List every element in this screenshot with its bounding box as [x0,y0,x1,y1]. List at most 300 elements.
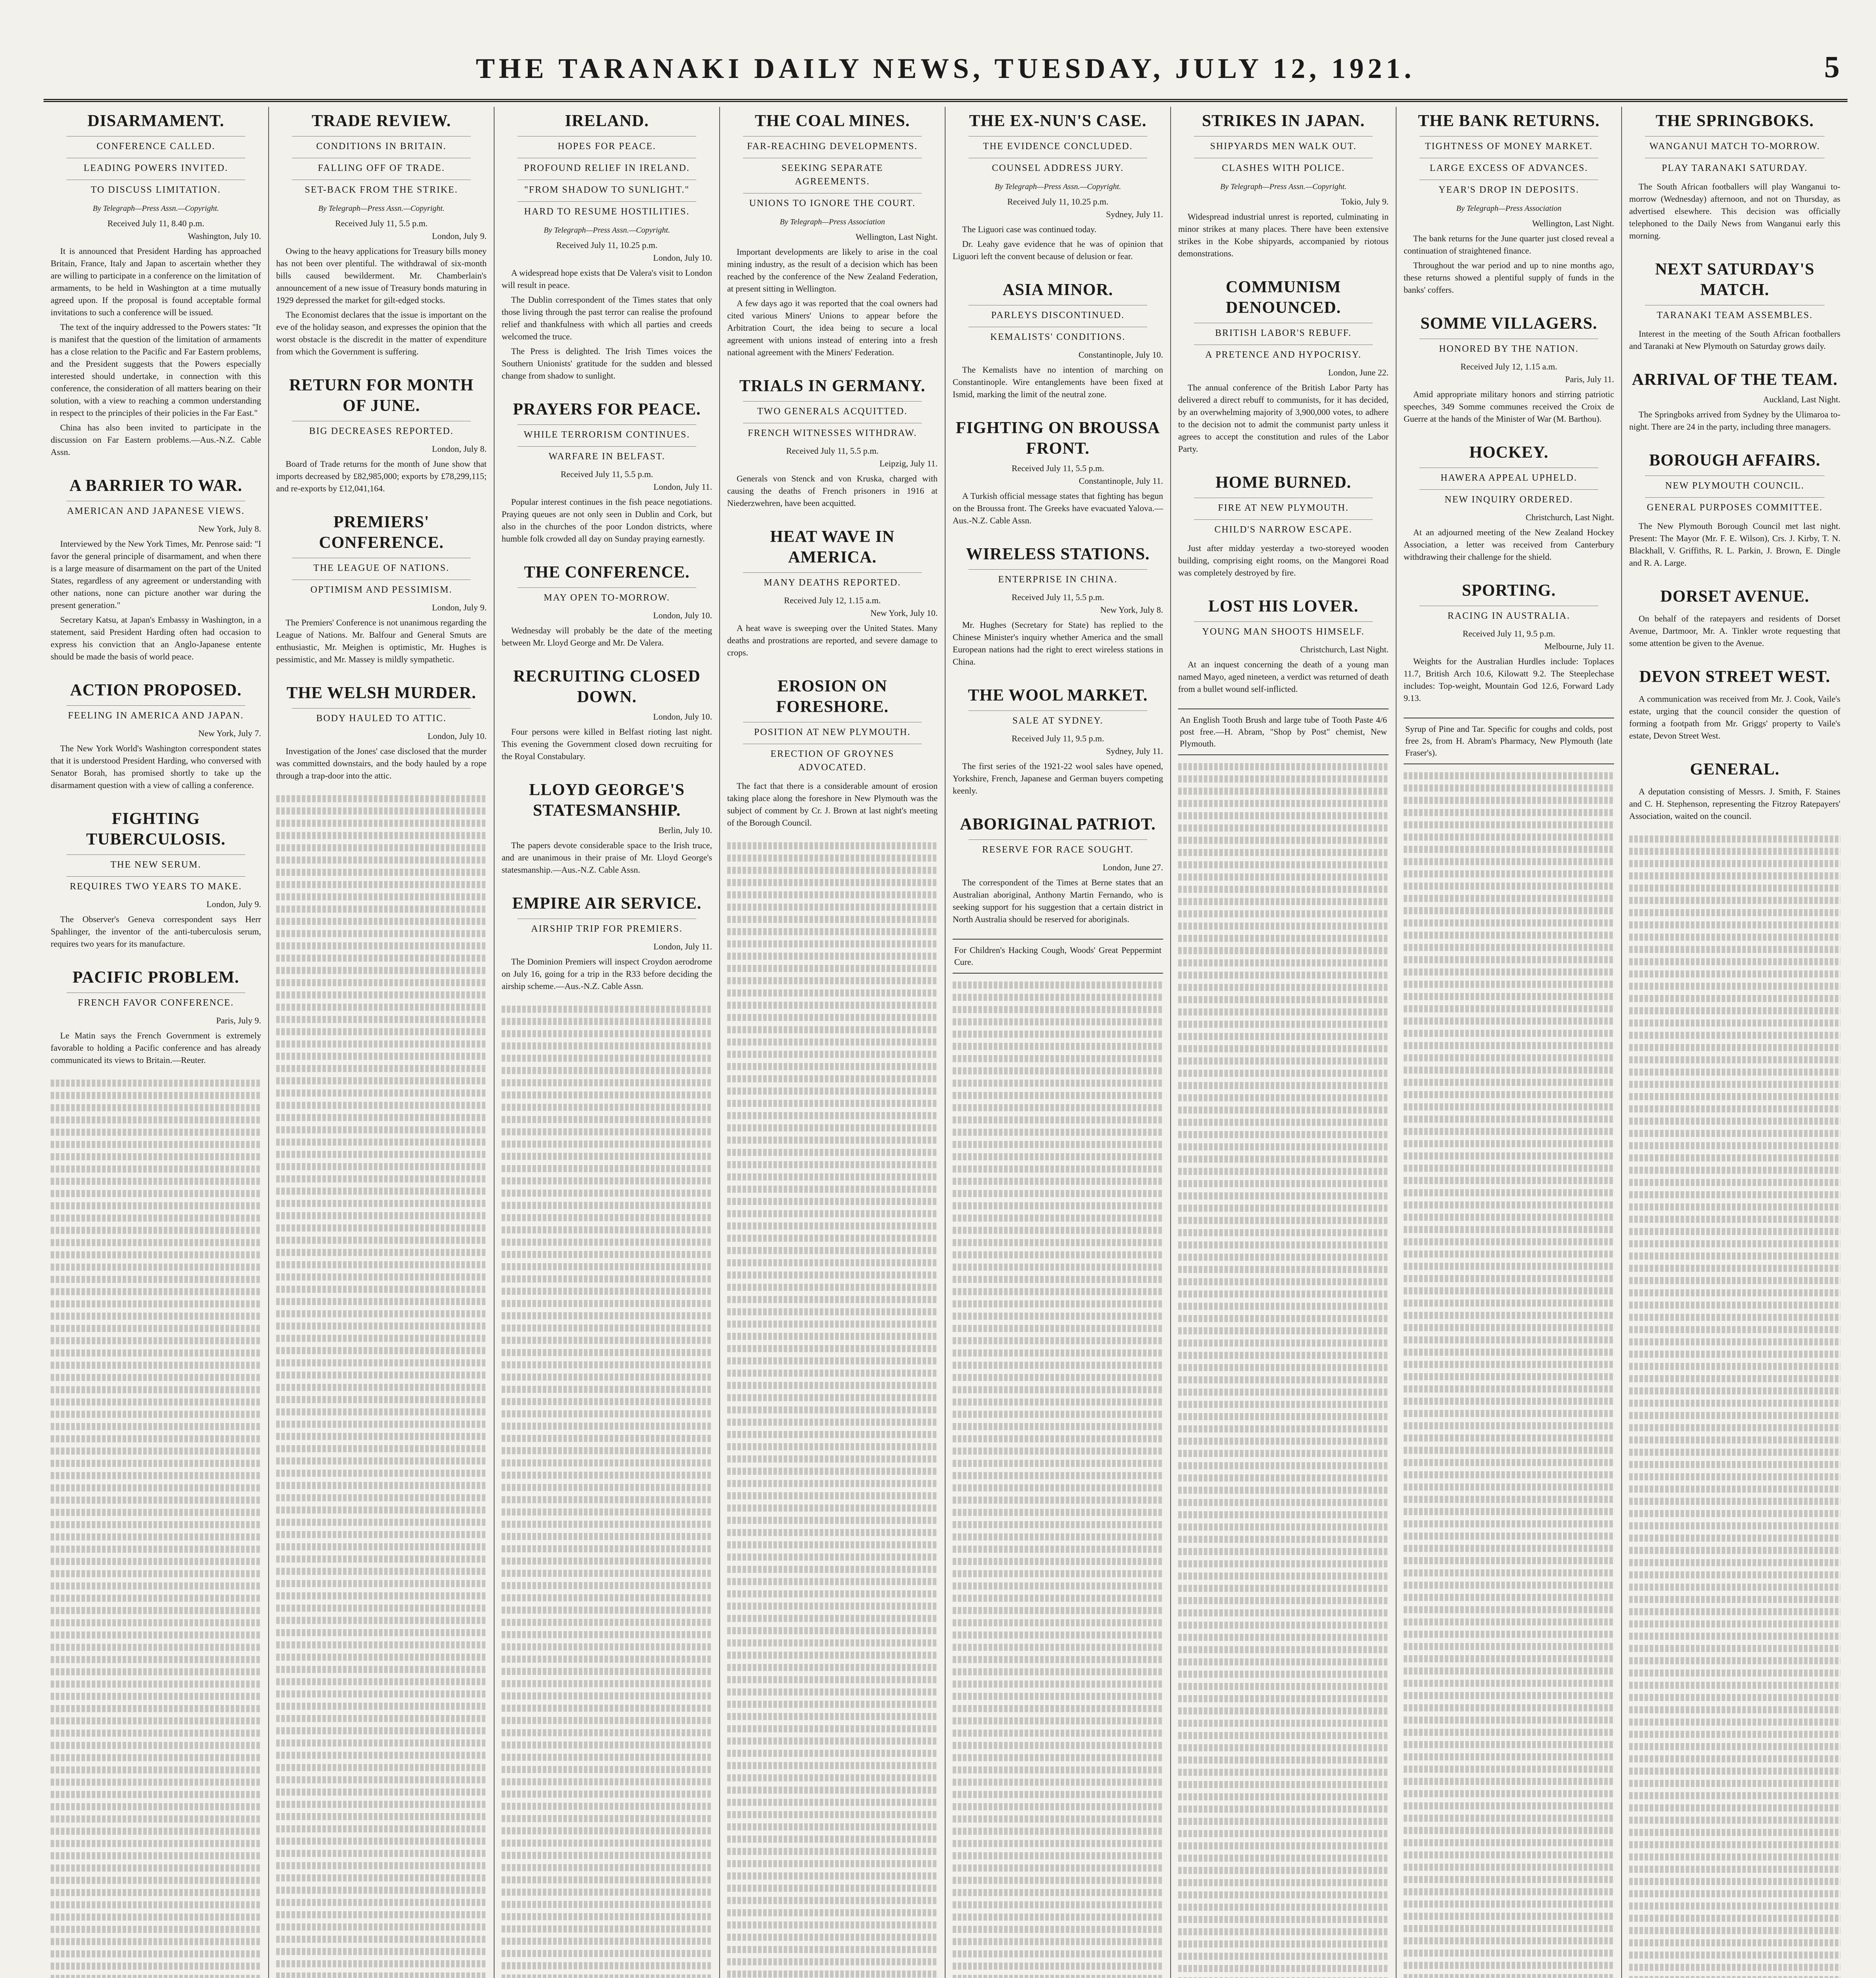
article-paragraph: Board of Trade returns for the month of June show that imports decreased by £82,985,000; exports by £78,299,115; and re-exports by £12,041,164. [276,459,487,493]
print-texture [953,1153,1163,1160]
print-texture [1404,1925,1614,1932]
print-texture [1178,1818,1389,1825]
print-texture [276,893,487,900]
article-paragraph: Mr. Hughes (Secretary for State) has replied to the Chinese Minister's inquiry whether America and the small European nations had the right to erect wireless stations in China. [953,620,1163,667]
print-texture [276,1494,487,1501]
print-texture [953,994,1163,1001]
print-texture [1629,1412,1840,1419]
print-texture [1178,1830,1389,1837]
print-texture [1629,1584,1840,1591]
print-texture [1404,1753,1614,1760]
article-subhead: FAR-REACHING DEVELOPMENTS. [743,136,922,156]
print-texture [1629,1485,1840,1493]
print-texture [276,1654,487,1661]
print-texture [51,1374,261,1381]
print-texture [276,1605,487,1612]
print-texture [1404,846,1614,853]
article-headline: EROSION ON FORESHORE. [776,677,889,716]
print-texture [51,1264,261,1271]
print-texture [1178,1756,1389,1764]
print-texture [51,1558,261,1565]
article-subhead: NEW INQUIRY ORDERED. [1419,489,1598,510]
dateline: New York, July 8. [198,524,261,534]
print-texture [51,1325,261,1332]
print-texture [502,1962,712,1969]
print-texture [276,918,487,925]
print-texture [276,1482,487,1489]
print-texture [1178,1290,1389,1298]
print-texture [276,1580,487,1587]
print-texture [727,1811,938,1818]
dateline: London, July 11. [653,942,712,951]
print-texture [1404,1484,1614,1491]
print-texture [727,1566,938,1573]
print-texture [1629,983,1840,990]
print-texture [953,1705,1163,1712]
article [1629,255,1840,352]
article-paragraph: A few days ago it was reported that the coal owners had cited various Miners' Unions to appear before the Arbitration Court, the idea being to secure a local agreement with unions instead of entering into a fresh national agreement with the Miners' Federation. [727,298,938,357]
print-texture [276,1752,487,1759]
print-texture [1629,1498,1840,1505]
print-texture [502,1766,712,1773]
print-texture [502,1594,712,1601]
article-headline: THE WOOL MARKET. [968,686,1148,705]
print-texture [1629,836,1840,843]
print-texture [1404,1103,1614,1110]
print-texture [1629,1645,1840,1652]
print-texture [727,1357,938,1364]
article-headline: PREMIERS' CONFERENCE. [319,513,444,552]
print-texture [276,1322,487,1330]
print-texture [953,1165,1163,1173]
article-subhead: BRITISH LABOR'S REBUFF. [1194,323,1373,343]
print-texture [1404,858,1614,865]
print-texture [1629,958,1840,965]
print-texture [51,1386,261,1393]
print-texture [1629,1731,1840,1738]
article-subhead: HARD TO RESUME HOSTILITIES. [517,201,696,222]
article-headline: DEVON STREET WEST. [1639,668,1831,686]
article-paragraph: The New Plymouth Borough Council met last night. Present: The Mayor (Mr. F. E. Wilson), Crs. J. Kirby, T. N. Blackhall, V. Griffiths, R. L. Parkin, J. Brown, E. Dingle and R. A. Large. [1629,521,1840,568]
print-texture [1629,1915,1840,1922]
article-subhead: TARANAKI TEAM ASSEMBLES. [1645,305,1825,325]
print-texture [953,1398,1163,1406]
article-subhead: MANY DEATHS REPORTED. [743,572,922,593]
article-paragraph: China has also been invited to participate in the discussion on Far Eastern problems.—Aus.-N.Z. Cable Assn. [51,423,261,457]
print-texture [1404,1116,1614,1123]
press-credit: By Telegraph—Press Assn.—Copyright. [1220,182,1347,191]
article-subhead: THE LEAGUE OF NATIONS. [292,558,471,578]
print-texture [1404,784,1614,792]
print-texture [276,1396,487,1403]
article [1629,107,1840,242]
print-texture [1178,812,1389,819]
print-texture [1178,1094,1389,1101]
print-texture [1178,1560,1389,1567]
print-texture [1178,1315,1389,1322]
article-paragraph: Interviewed by the New York Times, Mr. Penrose said: "I favor the general principle of disarmament, and when there is a large measure of disarmament on the part of the United States, regardless of any agreement or understanding with other nations, none can picture another war during the present generation." [51,539,261,610]
article [502,662,712,762]
print-texture [1629,934,1840,941]
print-texture [727,1296,938,1303]
masthead [44,47,1848,102]
article-paragraph: The Kemalists have no intention of marching on Constantinople. Wire entanglements have been fixed at Ismid, marking the limit of the neutral zone. [953,365,1163,399]
article [1629,755,1840,822]
print-texture [727,1480,938,1487]
print-texture [727,1247,938,1254]
print-texture [727,965,938,972]
print-texture [502,1925,712,1933]
print-texture [1178,824,1389,832]
article-headline: GENERAL. [1690,760,1780,779]
print-texture [1629,1338,1840,1345]
print-texture [276,1237,487,1244]
print-texture [953,1619,1163,1626]
print-texture [1629,1265,1840,1272]
print-texture [1404,1361,1614,1368]
print-texture [953,1779,1163,1786]
print-texture [276,1641,487,1648]
article [502,107,712,382]
article-paragraph: The fact that there is a considerable amount of erosion taking place along the foreshore in New Plymouth was the subject of comment by Cr. J. Brown at last night's meeting of the Borough Council. [727,781,938,828]
print-texture [51,1349,261,1357]
print-texture [1178,886,1389,893]
received-time: Received July 11, 10.25 p.m. [556,240,658,250]
dateline: London, June 27. [1103,862,1163,872]
print-texture [953,1963,1163,1970]
print-texture [51,1092,261,1099]
article [1404,107,1614,296]
print-texture [276,1519,487,1526]
article-subhead: ENTERPRISE IN CHINA. [968,569,1147,589]
print-texture [727,1124,938,1131]
print-texture [1404,981,1614,988]
print-texture [1404,1079,1614,1086]
print-texture [1404,1300,1614,1307]
print-texture [727,1137,938,1144]
print-texture [51,1116,261,1124]
print-texture [502,1374,712,1381]
press-credit: By Telegraph—Press Association [1456,204,1561,213]
print-texture [953,1349,1163,1357]
print-texture [51,1730,261,1737]
article-subhead: OPTIMISM AND PESSIMISM. [292,580,471,600]
print-texture [276,795,487,802]
print-texture [276,1224,487,1232]
print-texture [1178,1609,1389,1616]
print-texture [727,1554,938,1561]
print-texture [1629,1400,1840,1407]
print-texture [502,1705,712,1712]
print-texture [727,1970,938,1978]
print-texture [1178,1720,1389,1727]
print-texture [1178,1425,1389,1432]
print-texture [276,979,487,986]
press-credit: By Telegraph—Press Assn.—Copyright. [544,226,670,235]
received-time: Received July 11, 5.5 p.m. [786,446,879,456]
print-texture [1629,1375,1840,1382]
print-texture [276,1261,487,1268]
print-texture [51,1803,261,1810]
print-texture [276,1727,487,1734]
print-texture [727,1100,938,1107]
print-texture [502,1275,712,1283]
dateline: London, July 10. [653,253,712,263]
print-texture [727,1333,938,1340]
print-texture [1404,1631,1614,1638]
print-texture [1404,1434,1614,1442]
print-texture [502,1251,712,1258]
print-texture [1629,1449,1840,1456]
print-texture [1178,1585,1389,1592]
print-texture [1178,837,1389,844]
print-texture [502,1472,712,1479]
print-texture [51,1080,261,1087]
print-texture [276,881,487,888]
print-texture [1629,1436,1840,1444]
print-texture [51,1153,261,1160]
print-texture [502,1128,712,1135]
print-texture [1178,1205,1389,1212]
print-texture [727,1198,938,1205]
print-texture [51,1644,261,1651]
print-texture [1404,1790,1614,1797]
article-subhead: WANGANUI MATCH TO-MORROW. [1645,136,1825,156]
article [51,107,261,458]
article-subhead: PROFOUND RELIEF IN IRELAND. [517,158,696,178]
dateline: London, June 22. [1328,368,1389,377]
article-subhead: LEADING POWERS INVITED. [66,158,245,178]
print-texture [727,928,938,935]
print-texture [276,1874,487,1881]
article-headline: WIRELESS STATIONS. [966,545,1150,563]
article-paragraph: Weights for the Australian Hurdles include: Toplaces 11.7, British Arch 10.6, Kilowatt 9.2. The Steeplechase includes: Top-weight, Mountain God 12.6, Forward Lady 9.13. [1404,656,1614,703]
print-texture [953,1533,1163,1540]
print-texture [276,1838,487,1845]
print-texture [1178,1254,1389,1261]
print-texture [727,1271,938,1279]
print-texture [953,1570,1163,1577]
print-texture [727,1701,938,1708]
print-texture [727,1406,938,1413]
print-texture [953,1448,1163,1455]
print-texture [51,1165,261,1173]
print-texture [1178,1928,1389,1935]
article-paragraph: A communication was received from Mr. J. Cook, Vaile's estate, urging that the council consider the question of forming a footpath from Mr. Griggs' property to Vaile's estate, Devon Street West. [1629,694,1840,741]
print-texture [276,1470,487,1477]
print-texture [1404,834,1614,841]
article-subhead: CONDITIONS IN BRITAIN. [292,136,471,156]
article-subhead: GENERAL PURPOSES COMMITTEE. [1645,497,1825,517]
article-headline: COMMUNISM DENOUNCED. [1226,278,1341,317]
print-texture [1629,1056,1840,1063]
print-texture [953,1852,1163,1859]
print-texture [1629,1228,1840,1235]
print-texture [51,1852,261,1859]
print-texture [1629,1522,1840,1529]
print-texture [1404,1140,1614,1147]
print-texture [727,1762,938,1769]
print-texture [953,1239,1163,1246]
print-texture [1629,1559,1840,1566]
print-texture [502,1288,712,1295]
print-texture [1629,995,1840,1002]
print-texture [727,1799,938,1806]
dateline: Wellington, Last Night. [1532,218,1614,228]
article-subhead: RACING IN AUSTRALIA. [1419,606,1598,626]
article-headline: DISARMAMENT. [87,112,225,130]
print-texture [51,1129,261,1136]
print-texture [1404,870,1614,877]
article-subhead: BIG DECREASES REPORTED. [292,421,471,441]
dateline: London, July 8. [432,444,487,454]
print-texture [953,1791,1163,1798]
print-texture [1404,1422,1614,1429]
print-texture [502,1938,712,1945]
print-texture [727,1259,938,1266]
print-texture [276,1347,487,1354]
print-texture [1629,1167,1840,1174]
print-texture [276,1384,487,1391]
print-texture [1404,1030,1614,1037]
dateline: Paris, July 9. [216,1016,261,1025]
print-texture [953,1950,1163,1957]
article [953,414,1163,527]
print-texture [51,1828,261,1835]
print-texture [953,1497,1163,1504]
print-texture [276,906,487,913]
print-texture [276,942,487,949]
print-texture [1178,959,1389,966]
print-texture [502,1729,712,1736]
print-texture [502,1778,712,1785]
print-texture [1404,772,1614,779]
article-headline: EMPIRE AIR SERVICE. [512,894,702,913]
article-paragraph: Le Matin says the French Government is extremely favorable to holding a Pacific conference and has already communicated its views to Britain.—Reuter. [51,1031,261,1065]
print-texture [276,1862,487,1869]
print-texture [1178,1352,1389,1359]
print-texture [727,1235,938,1242]
print-texture [276,1739,487,1747]
print-texture [1629,1510,1840,1517]
print-texture [276,1004,487,1011]
print-texture [1178,923,1389,930]
print-texture [1629,1682,1840,1689]
print-texture [727,1787,938,1794]
received-time: Received July 11, 5.5 p.m. [561,469,653,479]
print-texture [727,953,938,960]
article-subhead: SEEKING SEPARATE AGREEMENTS. [743,158,922,191]
print-texture [1404,1250,1614,1258]
dateline: London, July 11. [653,482,712,492]
print-texture [1404,1349,1614,1356]
print-texture [502,1840,712,1847]
article [276,679,487,782]
print-texture [1404,1201,1614,1209]
column-8 [1622,107,1848,1978]
print-texture [1629,1473,1840,1480]
article-subhead: FRENCH WITNESSES WITHDRAW. [743,423,922,443]
print-texture [1629,885,1840,892]
press-credit: By Telegraph—Press Assn.—Copyright. [318,204,445,213]
article [1404,438,1614,563]
article-headline: STRIKES IN JAPAN. [1202,112,1365,130]
print-texture [1404,1508,1614,1515]
article-subhead: PLAY TARANAKI SATURDAY. [1645,158,1825,178]
article-paragraph: Secretary Katsu, at Japan's Embassy in Washington, in a statement, said President Harding often had occasion to express his conviction that an Anglo-Japanese entente should be made the basis of world peace. [51,615,261,661]
print-texture [276,1286,487,1293]
print-texture [1629,1019,1840,1027]
article-headline: HOCKEY. [1469,443,1549,462]
print-texture [953,1018,1163,1025]
print-texture [51,1190,261,1197]
article-paragraph: The Dublin correspondent of the Times states that only those living through the past terror can realise the profound relief and thankfulness with which all parties and creeds welcomed the truce. [502,295,712,341]
article-paragraph: Amid appropriate military honors and stirring patriotic speeches, 349 Somme communes received the Croix de Guerre at the hands of the Minister of War (M. Barthou). [1404,389,1614,424]
print-texture [276,844,487,851]
dateline: Constantinople, July 11. [1078,476,1163,486]
print-texture [953,1914,1163,1921]
print-texture [51,1938,261,1945]
print-texture [1178,1671,1389,1678]
print-texture [502,1815,712,1822]
print-texture [727,1149,938,1156]
article-subhead: YEAR'S DROP IN DEPOSITS. [1419,180,1598,200]
print-texture [502,1398,712,1405]
print-texture [1404,1766,1614,1773]
dateline: Leipzig, July 11. [879,459,938,468]
print-texture [1404,1373,1614,1380]
print-texture [1404,1385,1614,1393]
print-texture [502,1656,712,1663]
press-credit: By Telegraph—Press Assn.—Copyright. [995,182,1121,191]
article [727,372,938,509]
print-texture [953,1668,1163,1675]
print-texture [1629,1951,1840,1959]
received-time: Received July 11, 5.5 p.m. [1012,592,1104,602]
print-texture [276,1298,487,1305]
print-texture [1178,873,1389,881]
print-texture [1629,1130,1840,1137]
article-paragraph: The Springboks arrived from Sydney by the Ulimaroa to-night. There are 24 in the party, including three managers. [1629,409,1840,432]
article-headline: RETURN FOR MONTH OF JUNE. [289,376,474,415]
article-headline: LLOYD GEORGE'S STATESMANSHIP. [529,781,685,820]
print-texture [1404,1815,1614,1822]
print-texture [51,1693,261,1700]
article [1629,366,1840,433]
print-texture [727,904,938,911]
print-texture [1629,1203,1840,1211]
print-texture [727,1370,938,1377]
print-texture [502,1055,712,1062]
print-texture [502,1239,712,1246]
print-texture [727,1897,938,1904]
article-paragraph: A Turkish official message states that fighting has begun on the Broussa front. The Greeks have evacuated Yalova.—Aus.-N.Z. Cable Assn. [953,491,1163,525]
print-texture [727,1909,938,1916]
print-texture [502,1741,712,1749]
print-texture [1404,809,1614,816]
print-texture [727,1946,938,1953]
print-texture [1629,1044,1840,1051]
print-texture [276,1764,487,1771]
print-texture [953,1190,1163,1197]
print-texture [1629,1154,1840,1161]
page-number: 5 [1824,49,1840,84]
received-time: Received July 11, 5.5 p.m. [1012,463,1104,473]
article-headline: HOME BURNED. [1215,474,1351,492]
print-texture [502,1079,712,1086]
print-texture [51,1300,261,1307]
print-texture [1404,1214,1614,1221]
